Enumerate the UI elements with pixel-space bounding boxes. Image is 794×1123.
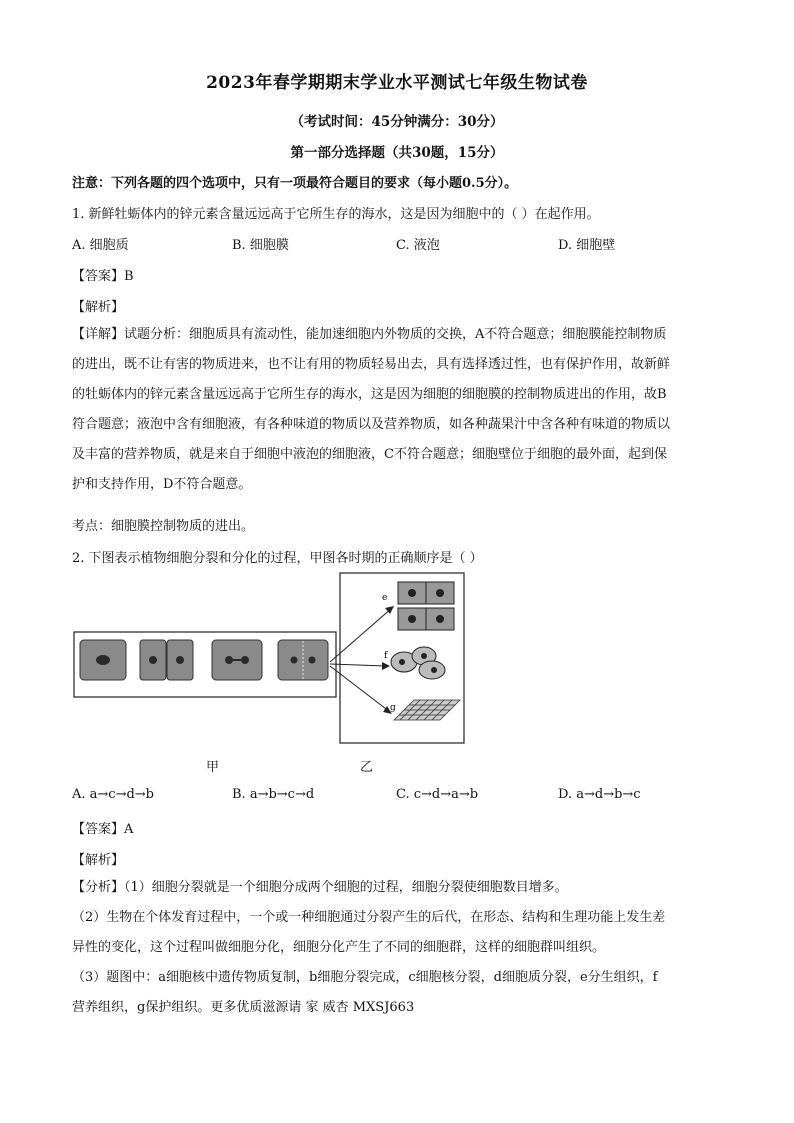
q1-analysis-label: 【解析】 [72,300,125,315]
cell-d [278,640,328,680]
cell-division-figure [72,570,472,750]
exam-time: （考试时间：45分钟满分：30分） [290,114,504,130]
cell-c [212,640,262,680]
tissue-e [398,582,454,630]
q2-fenxi-line: （3）题图中：a细胞核中遗传物质复制，b细胞分裂完成，c细胞核分裂，d细胞质分裂，e分生组织，f [72,970,658,985]
label-f: f [384,651,388,661]
q2-option-b: B. a→b→c→d [232,787,315,802]
q1-detail-line: 的牡蛎体内的锌元素含量远远高于它所生存的海水，这是因为细胞的细胞膜的控制物质进出的作用，故B [72,387,667,402]
q1-detail-line: 护和支持作用，D不符合题意。 [72,477,252,492]
q2-fenxi-line: （2）生物在个体发育过程中，一个或一种细胞通过分裂产生的后代，在形态、结构和生理功能上发生差 [72,910,666,925]
q2-fenxi [72,873,724,1023]
q1-detail-line: 的进出，既不让有害的物质进来，也不让有用的物质轻易出去，具有选择透过性，也有保护作用，故新鲜 [72,357,671,372]
caption-yi: 乙 [360,760,374,775]
label-b: b [164,685,170,694]
q1-option-a: A. 细胞质 [72,238,129,253]
tissue-f [391,647,445,679]
label-d: d [301,685,307,694]
q1-option-b: B. 细胞膜 [232,238,289,253]
q2-fenxi-line: 营养组织，g保护组织。更多优质滋源请 家 威杏 MXSJ663 [72,1000,415,1015]
q2-answer: 【答案】A [72,822,134,837]
label-c: c [235,685,240,694]
differentiation-arrows [330,608,392,712]
label-e: e [382,593,388,603]
label-g: g [390,703,396,713]
cell-b [140,640,193,680]
section-heading: 第一部分选择题（共30题，15分） [290,145,504,161]
q2-option-a: A. a→c→d→b [72,787,155,802]
q2-fenxi-line: 【分析】（1）细胞分裂就是一个细胞分成两个细胞的过程，细胞分裂使细胞数目增多。 [72,880,568,895]
q1-detail-line: 及丰富的营养物质，就是来自于细胞中液泡的细胞液，C不符合题意；细胞壁位于细胞的最外面，起到保 [72,447,667,462]
q1-stem: 1. 新鲜牡蛎体内的锌元素含量远远高于它所生存的海水，这是因为细胞中的（ ）在起作用。 [72,207,600,222]
caption-jia: 甲 [206,760,220,775]
label-a: a [100,685,105,694]
q1-detail [72,320,724,500]
cell-a [80,640,126,680]
q2-stem: 2. 下图表示植物细胞分裂和分化的过程，甲图各时期的正确顺序是（ ） [72,551,483,566]
q1-option-d: D. 细胞壁 [558,238,616,253]
q1-kaodian: 考点：细胞膜控制物质的进出。 [72,519,255,534]
q1-option-c: C. 液泡 [396,238,440,253]
q1-detail-line: 符合题意；液泡中含有细胞液，有各种味道的物质以及营养物质，如各种蔬果汁中含各种有味道的物质以 [72,417,671,432]
q2-option-c: C. c→d→a→b [396,787,479,802]
q1-detail-line: 【详解】试题分析：细胞质具有流动性，能加速细胞内外物质的交换，A不符合题意；细胞膜能控制物质 [72,327,667,342]
q2-option-d: D. a→d→b→c [558,787,641,802]
notice: 注意：下列各题的四个选项中，只有一项最符合题目的要求（每小题0.5分）。 [72,176,518,191]
q2-analysis-label: 【解析】 [72,853,125,868]
page-title: 2023年春学期期末学业水平测试七年级生物试卷 [206,73,588,93]
tissue-g [394,700,460,720]
q2-fenxi-line: 异性的变化，这个过程叫做细胞分化，细胞分化产生了不同的细胞群，这样的细胞群叫组织。 [72,940,606,955]
q1-answer: 【答案】B [72,269,134,284]
